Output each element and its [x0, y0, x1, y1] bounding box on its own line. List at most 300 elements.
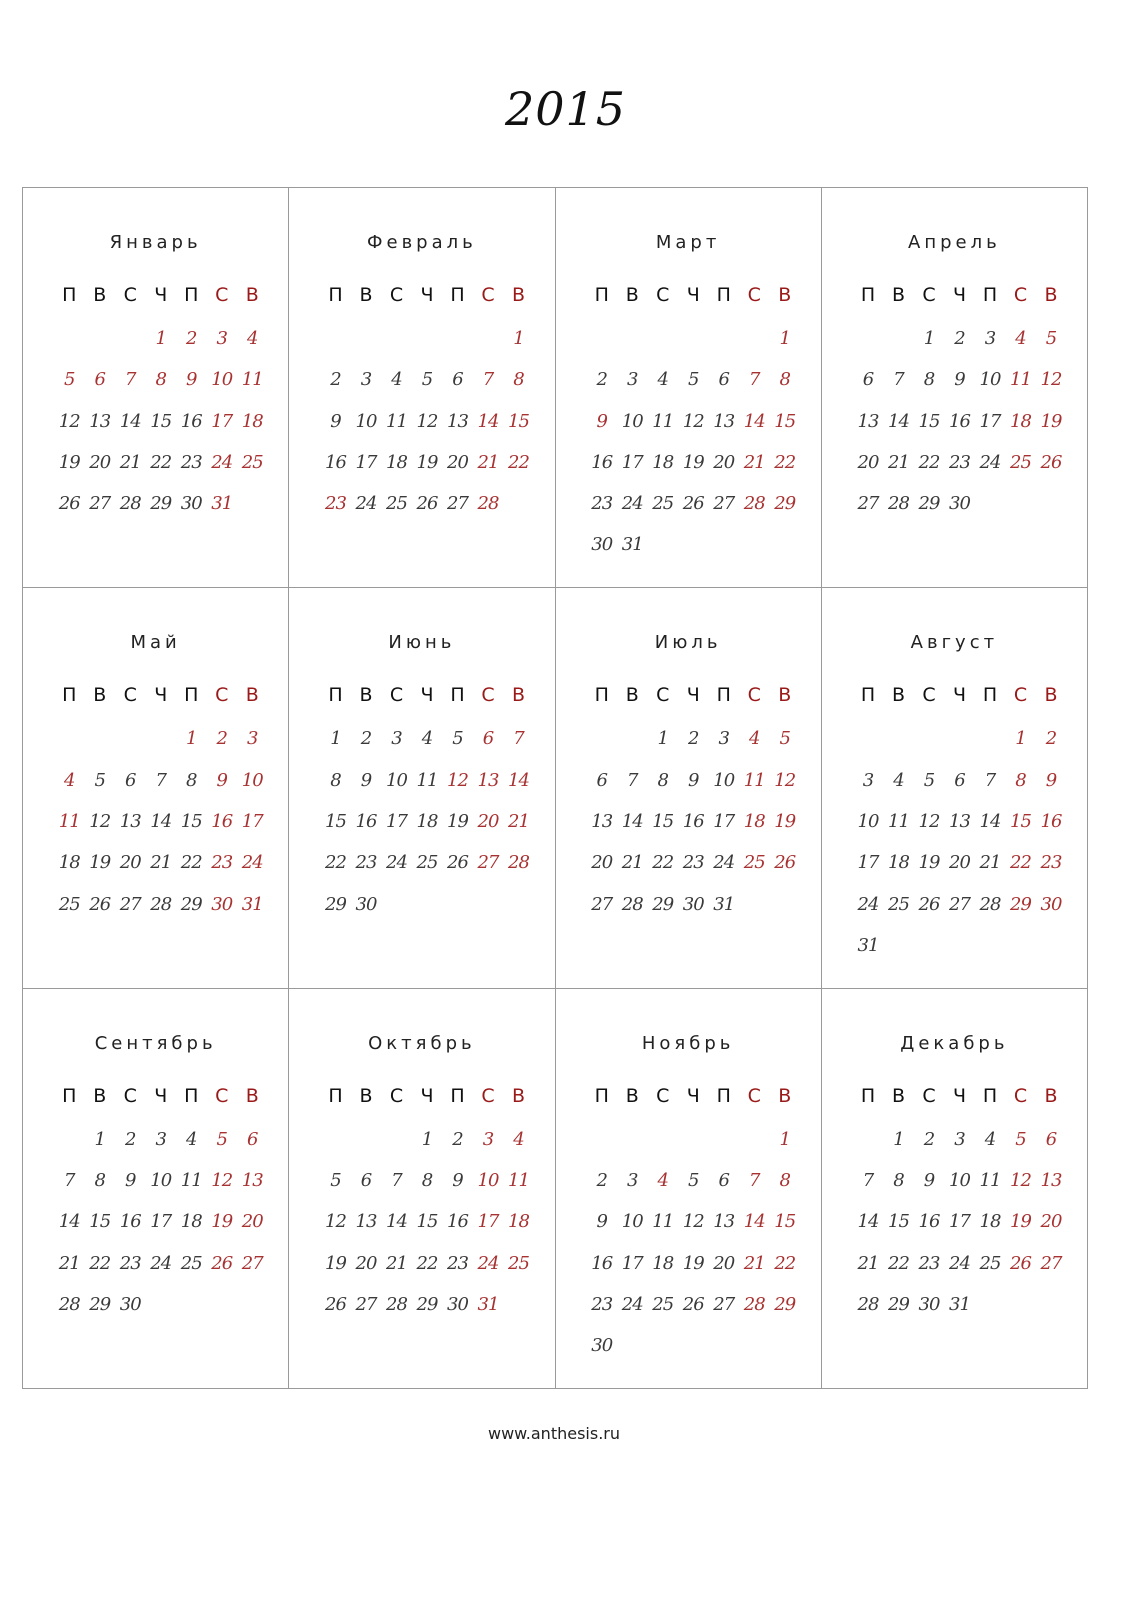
- weekday-label: Ч: [952, 1084, 967, 1107]
- holiday-day: 19: [1010, 1211, 1031, 1233]
- holiday-day: 23: [211, 852, 233, 874]
- day: 30: [949, 493, 970, 515]
- empty-day: [587, 1129, 618, 1170]
- weekday-label: С: [215, 284, 229, 306]
- day: 17: [355, 451, 377, 473]
- day: 1: [893, 1128, 904, 1150]
- holiday-day: 15: [774, 1211, 796, 1233]
- weekday-label: С: [1013, 1084, 1028, 1107]
- month-block: [23, 188, 289, 588]
- day: 20: [949, 852, 970, 874]
- day: 15: [918, 410, 940, 432]
- empty-day: [944, 728, 975, 769]
- day: 20: [355, 1252, 377, 1274]
- day: 14: [888, 410, 909, 432]
- holiday-day: 7: [749, 1169, 760, 1191]
- day: 18: [652, 451, 674, 473]
- day: 24: [150, 1252, 172, 1274]
- holiday-day: 6: [94, 369, 105, 391]
- weekday-label: П: [716, 684, 731, 707]
- weekday-label: В: [1044, 284, 1058, 306]
- day: 28: [888, 493, 909, 515]
- weekday-label: С: [922, 284, 936, 306]
- holiday-day: 2: [186, 328, 197, 349]
- weekday-label: В: [778, 284, 792, 306]
- day: 16: [180, 410, 202, 432]
- holiday-day: 1: [1015, 728, 1026, 750]
- day: 25: [979, 1252, 1001, 1274]
- holiday-day: 10: [477, 1169, 499, 1191]
- holiday-day: 7: [125, 369, 136, 391]
- day: 19: [325, 1252, 346, 1274]
- day: 25: [888, 893, 909, 915]
- day: 3: [391, 728, 402, 750]
- day: 30: [180, 493, 202, 515]
- day: 2: [330, 369, 341, 391]
- day: 18: [979, 1211, 1001, 1233]
- day-grid: [320, 328, 534, 534]
- holiday-day: 1: [155, 328, 166, 349]
- weekday-label: Ч: [952, 284, 967, 306]
- day: 7: [627, 769, 638, 791]
- day: 30: [447, 1293, 468, 1315]
- day: 26: [58, 493, 80, 515]
- day: 27: [447, 493, 468, 515]
- day: 16: [355, 810, 377, 832]
- day: 22: [918, 451, 940, 473]
- weekday-label: П: [328, 1084, 343, 1107]
- day: 28: [857, 1293, 879, 1315]
- day-grid: [853, 1129, 1067, 1335]
- holiday-day: 4: [749, 728, 760, 750]
- day: 17: [979, 410, 1001, 432]
- month-name: Октябрь: [368, 1032, 476, 1054]
- day: 7: [391, 1169, 402, 1191]
- empty-day: [115, 328, 146, 369]
- day: 11: [652, 410, 674, 432]
- weekday-label: П: [184, 284, 199, 306]
- weekday-header: [54, 1085, 268, 1107]
- empty-day: [739, 1129, 770, 1170]
- holiday-day: 1: [779, 1128, 790, 1150]
- holiday-day: 17: [211, 410, 233, 432]
- day: 10: [979, 369, 1001, 391]
- month-name: Июль: [654, 632, 722, 654]
- day: 23: [119, 1252, 141, 1274]
- holiday-day: 25: [508, 1252, 529, 1274]
- day: 13: [857, 410, 879, 432]
- empty-day: [853, 328, 884, 369]
- day: 4: [893, 769, 904, 791]
- day: 16: [591, 1252, 613, 1274]
- day: 26: [416, 493, 438, 515]
- day: 21: [150, 852, 172, 874]
- weekday-label: В: [93, 284, 107, 306]
- calendar-grid: [22, 187, 1088, 1389]
- holiday-day: 5: [1045, 328, 1057, 349]
- holiday-day: 28: [743, 493, 765, 515]
- day: 5: [330, 1169, 341, 1191]
- weekday-label: П: [184, 684, 199, 707]
- weekday-header: [320, 1085, 534, 1107]
- day: 18: [386, 451, 407, 473]
- day: 10: [386, 769, 407, 791]
- weekday-label: С: [123, 684, 137, 707]
- day: 4: [984, 1128, 996, 1150]
- day: 20: [89, 451, 111, 473]
- month-block: [822, 588, 1088, 988]
- day: 24: [621, 1293, 643, 1315]
- day: 20: [119, 852, 141, 874]
- weekday-label: С: [747, 284, 761, 306]
- day: 18: [180, 1211, 202, 1233]
- weekday-label: С: [922, 684, 936, 707]
- day: 24: [355, 493, 377, 515]
- weekday-label: С: [747, 1084, 761, 1107]
- empty-day: [648, 1129, 679, 1170]
- day: 6: [596, 769, 607, 791]
- weekday-label: Ч: [686, 684, 700, 707]
- day: 22: [89, 1252, 111, 1274]
- empty-day: [54, 328, 85, 369]
- holiday-day: 31: [241, 893, 263, 915]
- day: 14: [58, 1211, 80, 1233]
- day: 10: [621, 1211, 643, 1233]
- holiday-day: 20: [477, 810, 499, 832]
- month-name: Март: [655, 232, 721, 253]
- day: 8: [421, 1169, 433, 1191]
- day: 1: [94, 1128, 105, 1150]
- holiday-day: 15: [1010, 810, 1031, 832]
- weekday-label: С: [656, 1084, 670, 1107]
- day: 15: [325, 810, 346, 832]
- day: 3: [360, 369, 372, 391]
- day: 23: [591, 493, 613, 515]
- day-grid: [587, 328, 801, 576]
- weekday-label: П: [594, 1084, 609, 1107]
- day: 17: [621, 1252, 643, 1274]
- holiday-day: 19: [774, 810, 796, 832]
- day: 24: [713, 852, 735, 874]
- day: 26: [682, 493, 704, 515]
- day: 28: [621, 893, 643, 915]
- holiday-day: 14: [508, 769, 529, 791]
- year-title: 2015: [504, 82, 627, 136]
- empty-day: [442, 328, 473, 369]
- day: 23: [591, 1293, 613, 1315]
- weekday-label: Ч: [154, 284, 168, 306]
- day: 30: [682, 893, 704, 915]
- day: 25: [652, 493, 674, 515]
- day: 8: [923, 369, 935, 391]
- day: 12: [416, 410, 438, 432]
- weekday-label: П: [450, 1084, 465, 1107]
- day: 24: [857, 893, 879, 915]
- day: 30: [119, 1293, 141, 1315]
- weekday-label: В: [245, 684, 259, 707]
- empty-day: [914, 728, 945, 769]
- day: 9: [452, 1169, 463, 1191]
- weekday-header: [54, 284, 268, 306]
- weekday-header: [853, 684, 1067, 706]
- empty-day: [883, 728, 914, 769]
- empty-day: [85, 328, 116, 369]
- day: 29: [150, 493, 172, 515]
- weekday-label: Ч: [686, 1084, 700, 1107]
- weekday-header: [853, 284, 1067, 306]
- day: 2: [596, 1169, 607, 1191]
- month-block: [556, 188, 822, 588]
- holiday-day: 25: [743, 852, 765, 874]
- day: 20: [713, 1252, 735, 1274]
- day: 21: [386, 1252, 407, 1274]
- day: 26: [89, 893, 111, 915]
- day: 26: [325, 1293, 346, 1315]
- day: 31: [621, 534, 643, 556]
- holiday-day: 11: [1010, 369, 1031, 391]
- day: 21: [119, 451, 141, 473]
- day: 9: [360, 769, 372, 791]
- holiday-day: 22: [1010, 852, 1031, 874]
- day: 19: [58, 451, 80, 473]
- day: 28: [386, 1293, 407, 1315]
- weekday-header: [320, 684, 534, 706]
- holiday-day: 14: [477, 410, 499, 432]
- day: 17: [713, 810, 735, 832]
- day: 3: [155, 1128, 166, 1150]
- holiday-day: 9: [1045, 769, 1057, 791]
- holiday-day: 27: [241, 1252, 263, 1274]
- day: 12: [682, 1211, 704, 1233]
- holiday-day: 26: [1010, 1252, 1031, 1274]
- day: 19: [918, 852, 940, 874]
- day-grid: [853, 328, 1067, 534]
- day: 16: [918, 1211, 940, 1233]
- holiday-day: 11: [508, 1169, 529, 1191]
- day: 15: [652, 810, 674, 832]
- holiday-day: 13: [241, 1169, 263, 1191]
- day: 11: [652, 1211, 674, 1233]
- day: 24: [386, 852, 407, 874]
- month-block: [822, 989, 1088, 1389]
- day: 8: [330, 769, 341, 791]
- holiday-day: 5: [1015, 1128, 1026, 1150]
- day: 15: [888, 1211, 909, 1233]
- day: 29: [89, 1293, 111, 1315]
- weekday-label: П: [62, 684, 77, 707]
- holiday-day: 11: [241, 369, 263, 391]
- day: 10: [150, 1169, 172, 1191]
- day: 22: [652, 852, 674, 874]
- weekday-label: Ч: [420, 684, 434, 707]
- weekday-header: [853, 1085, 1067, 1107]
- day: 8: [893, 1169, 904, 1191]
- weekday-label: С: [481, 1084, 495, 1107]
- weekday-label: С: [215, 684, 229, 707]
- empty-day: [709, 1129, 740, 1170]
- day: 25: [386, 493, 407, 515]
- day: 8: [657, 769, 668, 791]
- day: 1: [657, 728, 668, 750]
- day: 13: [713, 410, 735, 432]
- month-name: Февраль: [367, 232, 477, 253]
- weekday-label: В: [93, 1084, 107, 1107]
- day: 27: [89, 493, 111, 515]
- day: 10: [355, 410, 377, 432]
- day: 25: [652, 1293, 674, 1315]
- holiday-day: 22: [774, 1252, 796, 1274]
- holiday-day: 31: [477, 1293, 499, 1315]
- weekday-label: В: [245, 1084, 259, 1107]
- day: 14: [979, 810, 1001, 832]
- day: 18: [888, 852, 909, 874]
- day: 4: [657, 369, 668, 391]
- day: 10: [621, 410, 643, 432]
- day: 9: [596, 1211, 607, 1233]
- weekday-label: С: [123, 284, 137, 306]
- holiday-day: 5: [64, 369, 75, 391]
- holiday-day: 6: [1045, 1128, 1057, 1150]
- weekday-label: С: [922, 1084, 936, 1107]
- holiday-day: 24: [211, 451, 233, 473]
- weekday-header: [54, 684, 268, 706]
- day: 19: [447, 810, 468, 832]
- holiday-day: 11: [743, 769, 765, 791]
- day: 22: [416, 1252, 438, 1274]
- day: 29: [180, 893, 202, 915]
- day: 2: [596, 369, 607, 391]
- day: 29: [652, 893, 674, 915]
- empty-day: [853, 728, 884, 769]
- day: 21: [888, 451, 909, 473]
- holiday-day: 7: [513, 728, 524, 750]
- empty-day: [617, 1129, 648, 1170]
- holiday-day: 19: [1040, 410, 1062, 432]
- month-name: Апрель: [908, 232, 1001, 253]
- day: 11: [386, 410, 407, 432]
- day: 2: [452, 1128, 463, 1150]
- day: 28: [150, 893, 172, 915]
- holiday-day: 8: [1015, 769, 1026, 791]
- weekday-label: С: [389, 1084, 404, 1107]
- weekday-header: [587, 684, 801, 706]
- weekday-label: Ч: [952, 684, 967, 707]
- day: 3: [718, 728, 729, 750]
- day: 6: [862, 369, 874, 391]
- day: 24: [621, 493, 643, 515]
- weekday-label: П: [450, 284, 465, 306]
- weekday-label: С: [656, 684, 670, 707]
- day: 15: [416, 1211, 438, 1233]
- day: 14: [119, 410, 141, 432]
- day: 15: [150, 410, 172, 432]
- day: 17: [621, 451, 643, 473]
- day: 8: [186, 769, 197, 791]
- day: 28: [119, 493, 141, 515]
- day: 30: [591, 534, 613, 556]
- day: 27: [119, 893, 141, 915]
- month-name: Май: [130, 632, 181, 654]
- day-grid: [320, 728, 534, 934]
- holiday-day: 3: [482, 1128, 494, 1150]
- day: 19: [682, 451, 704, 473]
- month-block: [289, 188, 555, 588]
- day: 13: [89, 410, 111, 432]
- weekday-label: П: [62, 1084, 77, 1107]
- holiday-day: 2: [1045, 728, 1057, 750]
- weekday-label: С: [215, 1084, 229, 1107]
- holiday-day: 21: [508, 810, 529, 832]
- day: 2: [688, 728, 699, 750]
- holiday-day: 12: [211, 1169, 233, 1191]
- weekday-label: В: [891, 284, 906, 306]
- holiday-day: 18: [508, 1211, 529, 1233]
- day: 3: [627, 369, 638, 391]
- month-name: Январь: [109, 232, 202, 253]
- holiday-day: 16: [1040, 810, 1062, 832]
- holiday-day: 4: [1015, 328, 1026, 349]
- weekday-label: П: [594, 684, 609, 707]
- holiday-day: 28: [743, 1293, 765, 1315]
- day: 31: [949, 1293, 970, 1315]
- day: 5: [94, 769, 105, 791]
- weekday-label: В: [625, 284, 639, 306]
- empty-day: [739, 328, 770, 369]
- holiday-day: 6: [247, 1128, 258, 1150]
- weekday-label: С: [481, 684, 495, 707]
- holiday-day: 22: [774, 451, 796, 473]
- day: 16: [682, 810, 704, 832]
- holiday-day: 21: [743, 451, 765, 473]
- day: 29: [918, 493, 940, 515]
- day: 27: [857, 493, 879, 515]
- empty-day: [617, 728, 648, 769]
- weekday-label: Ч: [420, 284, 434, 306]
- holiday-day: 17: [241, 810, 263, 832]
- weekday-label: В: [511, 684, 526, 707]
- holiday-day: 8: [779, 1169, 790, 1191]
- weekday-label: В: [891, 1084, 906, 1107]
- day: 22: [180, 852, 202, 874]
- holiday-day: 4: [247, 328, 258, 349]
- day: 14: [150, 810, 172, 832]
- empty-day: [54, 1129, 85, 1170]
- holiday-day: 16: [211, 810, 233, 832]
- empty-day: [883, 328, 914, 369]
- day-grid: [54, 728, 268, 934]
- day: 17: [857, 852, 879, 874]
- day: 31: [713, 893, 735, 915]
- day: 5: [688, 369, 699, 391]
- day: 26: [447, 852, 468, 874]
- day: 6: [954, 769, 965, 791]
- day: 26: [682, 1293, 704, 1315]
- day: 22: [325, 852, 346, 874]
- day: 15: [180, 810, 202, 832]
- holiday-day: 18: [743, 810, 765, 832]
- website-link[interactable]: www.anthesis.ru: [488, 1424, 620, 1443]
- weekday-label: В: [778, 684, 792, 707]
- holiday-day: 26: [774, 852, 796, 874]
- holiday-day: 14: [743, 1211, 765, 1233]
- weekday-label: Ч: [686, 284, 700, 306]
- holiday-day: 15: [774, 410, 796, 432]
- day: 27: [591, 893, 613, 915]
- weekday-header: [587, 1085, 801, 1107]
- day: 16: [325, 451, 346, 473]
- weekday-label: П: [62, 284, 77, 306]
- day: 7: [984, 769, 996, 791]
